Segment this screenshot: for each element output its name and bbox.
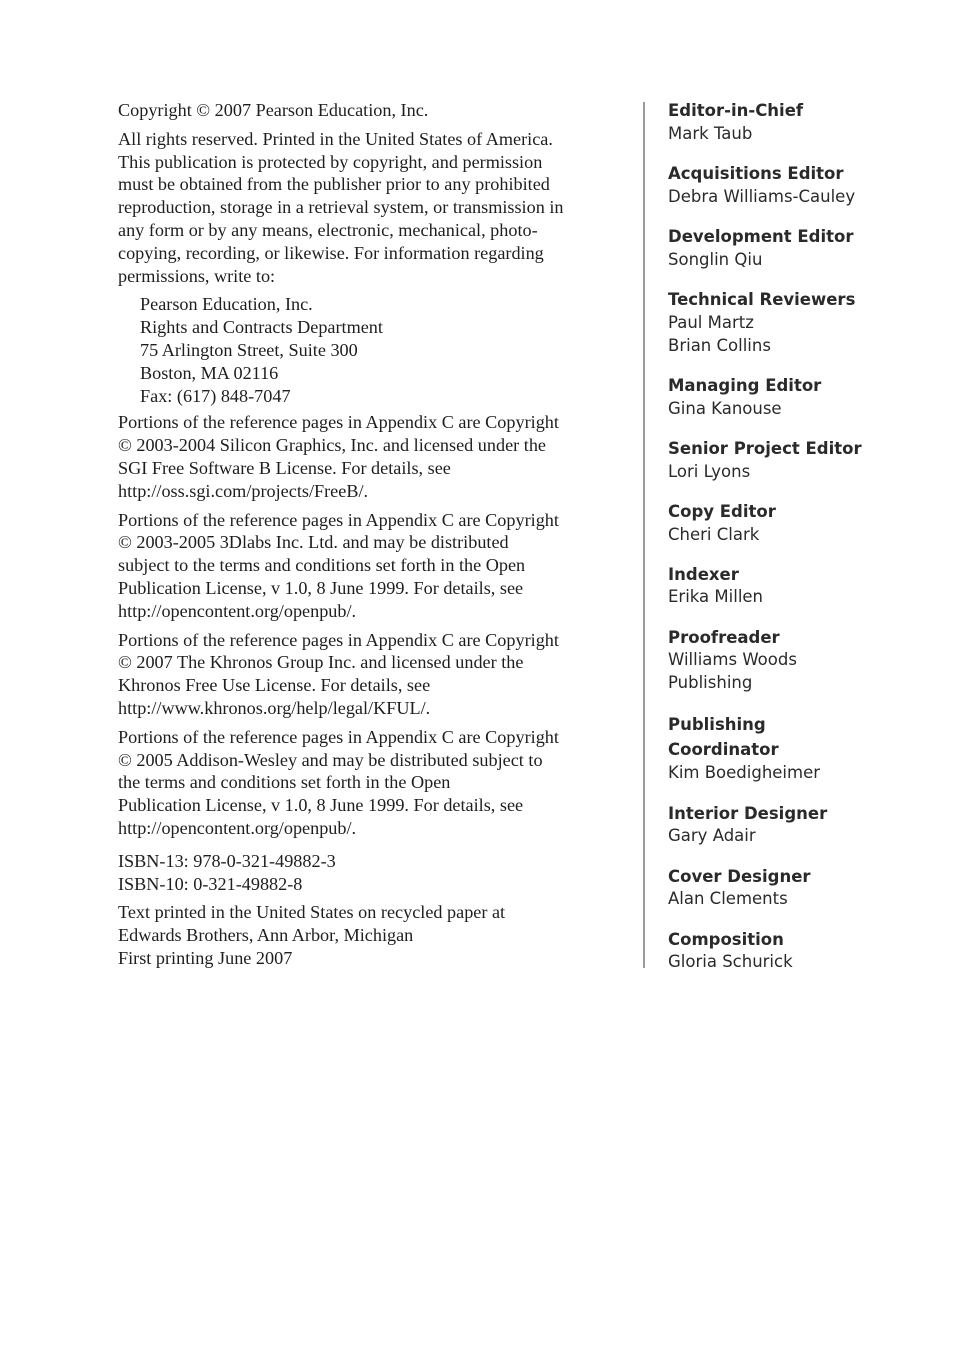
copyright-heading <box>118 99 618 122</box>
publisher-address <box>140 293 618 407</box>
isbn-10: ISBN-10: 0-321-49882-8 <box>118 873 303 894</box>
address-line: Rights and Contracts Department <box>140 317 383 338</box>
credit-name: Cheri Clark <box>668 524 760 544</box>
credit-development-editor <box>668 226 928 272</box>
credit-name: Erika Millen <box>668 587 764 607</box>
portions-line: Portions of the reference pages in Appendix C are Copyright <box>118 629 559 650</box>
credit-managing-editor <box>668 375 928 421</box>
copyright-column <box>118 99 618 976</box>
credit-name: Kim Boedigheimer <box>668 763 821 783</box>
credit-role: Interior Designer <box>668 803 828 823</box>
portions-url: http://opencontent.org/openpub/. <box>118 817 357 838</box>
portions-line: © 2005 Addison-Wesley and may be distributed subject to <box>118 749 543 770</box>
credit-role: Managing Editor <box>668 375 822 395</box>
credit-copy-editor <box>668 501 928 547</box>
portions-line: subject to the terms and conditions set forth in the Open <box>118 555 526 576</box>
portions-line: © 2003-2004 Silicon Graphics, Inc. and licensed under the <box>118 435 546 456</box>
credit-name: Lori Lyons <box>668 461 751 481</box>
isbn-block <box>118 850 618 896</box>
portions-paragraph-sgi <box>118 411 618 502</box>
printing-line: Edwards Brothers, Ann Arbor, Michigan <box>118 925 414 946</box>
credit-technical-reviewers <box>668 289 928 357</box>
credit-name: Gina Kanouse <box>668 398 782 418</box>
address-line: 75 Arlington Street, Suite 300 <box>140 339 358 360</box>
credit-name: Songlin Qiu <box>668 249 763 269</box>
copyright-heading-text: Copyright © 2007 Pearson Education, Inc. <box>118 100 429 120</box>
credit-name: Alan Clements <box>668 889 788 909</box>
credit-role: Development Editor <box>668 226 854 246</box>
portions-line: Portions of the reference pages in Appendix C are Copyright <box>118 412 559 433</box>
rights-line: copying, recording, or likewise. For information regarding <box>118 242 544 263</box>
portions-url: http://oss.sgi.com/projects/FreeB/. <box>118 480 369 501</box>
first-printing: First printing June 2007 <box>118 947 293 968</box>
portions-line: © 2007 The Khronos Group Inc. and licensed under the <box>118 652 524 673</box>
credit-composition <box>668 929 928 975</box>
credits-column <box>668 100 928 992</box>
portions-line: Publication License, v 1.0, 8 June 1999. For details, see <box>118 577 524 598</box>
credit-role: Acquisitions Editor <box>668 163 844 183</box>
credit-publishing-coordinator <box>668 712 928 785</box>
printing-info <box>118 901 618 969</box>
rights-line: reproduction, storage in a retrieval system, or transmission in <box>118 197 564 218</box>
address-line: Pearson Education, Inc. <box>140 294 313 315</box>
credit-name: Publishing <box>668 673 753 693</box>
portions-line: SGI Free Software B License. For details, see <box>118 457 451 478</box>
portions-line: Portions of the reference pages in Appendix C are Copyright <box>118 726 559 747</box>
credit-role: Technical Reviewers <box>668 289 856 309</box>
credit-role-line2: Coordinator <box>668 740 779 760</box>
credit-cover-designer <box>668 866 928 912</box>
credit-role: Copy Editor <box>668 501 776 521</box>
credit-indexer <box>668 564 928 610</box>
isbn-13: ISBN-13: 978-0-321-49882-3 <box>118 850 336 871</box>
credit-role: Senior Project Editor <box>668 438 862 458</box>
credit-role: Proofreader <box>668 627 780 647</box>
credit-acquisitions-editor <box>668 163 928 209</box>
credit-role: Indexer <box>668 564 739 584</box>
credit-name: Gloria Schurick <box>668 952 793 972</box>
portions-line: © 2003-2005 3Dlabs Inc. Ltd. and may be distributed <box>118 532 509 553</box>
address-line: Boston, MA 02116 <box>140 362 279 383</box>
credit-name: Gary Adair <box>668 826 756 846</box>
rights-line: This publication is protected by copyright, and permission <box>118 151 543 172</box>
column-divider <box>643 102 645 968</box>
rights-line: any form or by any means, electronic, mechanical, photo- <box>118 219 538 240</box>
credit-role: Editor-in-Chief <box>668 101 804 120</box>
portions-paragraph-khronos <box>118 629 618 720</box>
credit-role: Composition <box>668 929 784 949</box>
credit-name: Mark Taub <box>668 123 753 143</box>
credit-name: Brian Collins <box>668 335 771 355</box>
portions-line: Portions of the reference pages in Appendix C are Copyright <box>118 509 559 530</box>
portions-line: the terms and conditions set forth in the Open <box>118 772 451 793</box>
portions-line: Publication License, v 1.0, 8 June 1999. For details, see <box>118 795 524 816</box>
credit-name: Paul Martz <box>668 312 754 332</box>
printing-line: Text printed in the United States on recycled paper at <box>118 902 506 923</box>
credit-proofreader <box>668 627 928 695</box>
rights-paragraph <box>118 128 618 288</box>
portions-line: Khronos Free Use License. For details, see <box>118 675 431 696</box>
portions-url: http://opencontent.org/openpub/. <box>118 600 357 621</box>
credit-role: Publishing <box>668 715 766 735</box>
credit-role: Cover Designer <box>668 866 811 886</box>
rights-line: permissions, write to: <box>118 265 276 286</box>
portions-paragraph-addison-wesley <box>118 726 618 840</box>
fax-line: Fax: (617) 848-7047 <box>140 385 291 406</box>
credit-interior-designer <box>668 803 928 849</box>
credit-senior-project-editor <box>668 438 928 484</box>
rights-line: must be obtained from the publisher prior to any prohibited <box>118 174 550 195</box>
credit-name: Williams Woods <box>668 650 797 670</box>
rights-line: All rights reserved. Printed in the United States of America. <box>118 128 553 149</box>
credit-editor-in-chief <box>668 100 928 146</box>
portions-url: http://www.khronos.org/help/legal/KFUL/. <box>118 697 431 718</box>
portions-paragraph-3dlabs <box>118 509 618 623</box>
credit-name: Debra Williams-Cauley <box>668 186 856 206</box>
